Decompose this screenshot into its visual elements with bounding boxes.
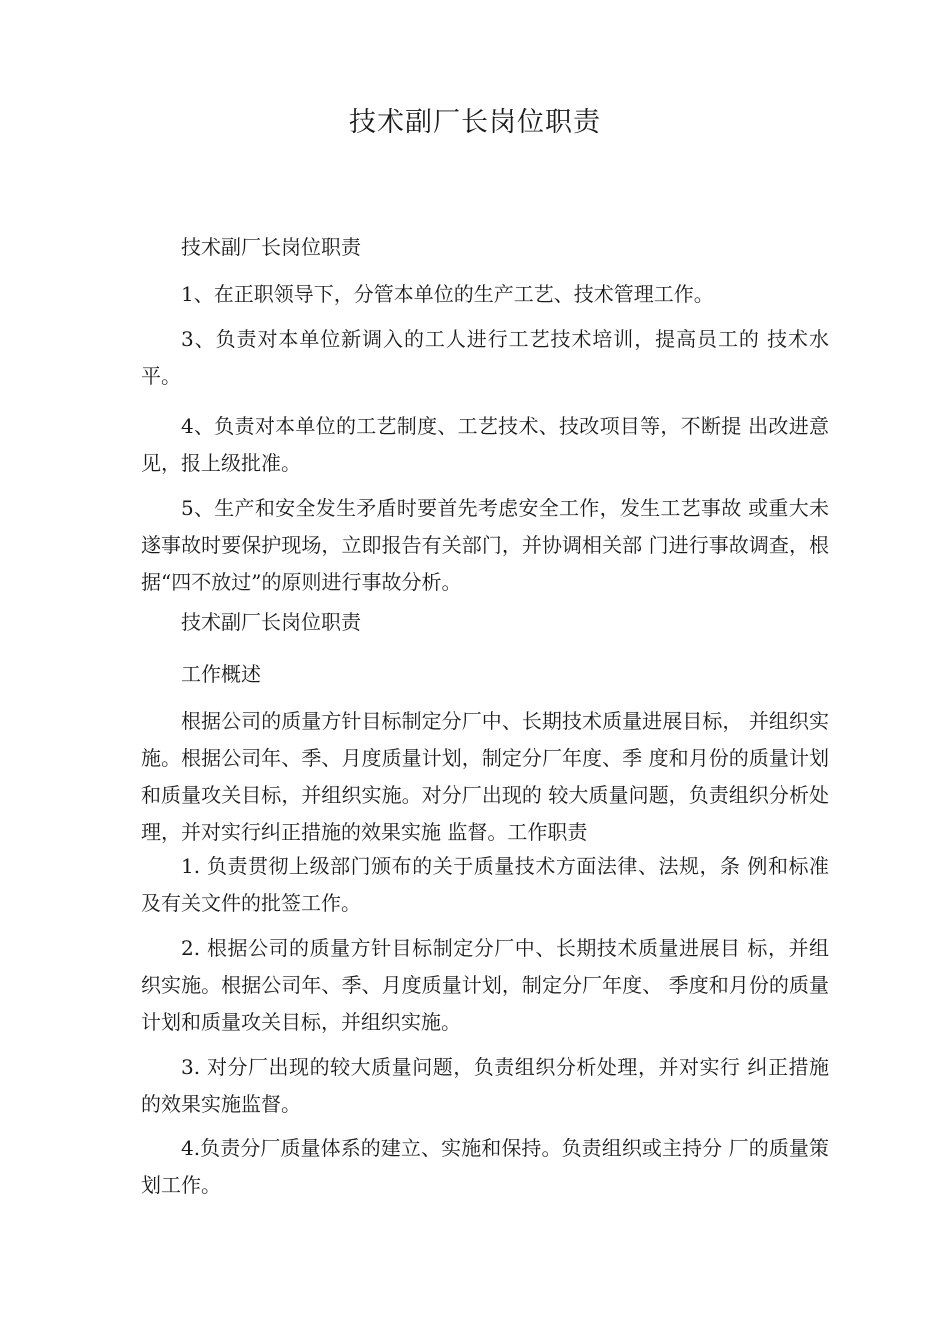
- paragraph-overview-body: 根据公司的质量方针目标制定分厂中、长期技术质量进展目标， 并组织实施。根据公司年、季、月度质量计划，制定分厂年度、季 度和月份的质量计划和质量攻关目标，并组织实施。对分厂出现的 较大质量问题，负责组织分析处理，并对实行纠正措施的效果实施 监督。工作职责: [141, 709, 829, 844]
- document-title: 技术副厂长岗位职责: [349, 107, 601, 138]
- paragraph-item-3: 3、负责对本单位新调入的工人进行工艺技术培训，提高员工的 技术水平。: [141, 327, 829, 388]
- paragraph-duty-3: 3. 对分厂出现的较大质量问题，负责组织分析处理，并对实行 纠正措施的效果实施监督。: [141, 1055, 829, 1116]
- paragraph-item-1: 1、在正职领导下，分管本单位的生产工艺、技术管理工作。: [181, 282, 714, 306]
- paragraph-item-5: 5、生产和安全发生矛盾时要首先考虑安全工作，发生工艺事故 或重大未遂事故时要保护现场，立即报告有关部门，并协调相关部 门进行事故调查，根据“四不放过”的原则进行事故分析。: [141, 496, 829, 594]
- paragraph-duty-4: 4.负责分厂质量体系的建立、实施和保持。负责组织或主持分 厂的质量策划工作。: [141, 1136, 829, 1197]
- paragraph-duty-1: 1. 负责贯彻上级部门颁布的关于质量技术方面法律、法规，条 例和标准及有关文件的批签工作。: [141, 854, 829, 915]
- paragraph-duty-2: 2. 根据公司的质量方针目标制定分厂中、长期技术质量进展目 标，并组织实施。根据公司年、季、月度质量计划，制定分厂年度、 季度和月份的质量计划和质量攻关目标，并组织实施。: [141, 936, 829, 1034]
- paragraph-item-4: 4、负责对本单位的工艺制度、工艺技术、技改项目等，不断提 出改进意见，报上级批准。: [141, 414, 829, 475]
- paragraph-heading-1: 技术副厂长岗位职责: [181, 235, 361, 259]
- paragraph-overview-heading: 工作概述: [181, 662, 261, 686]
- paragraph-heading-2: 技术副厂长岗位职责: [181, 610, 361, 634]
